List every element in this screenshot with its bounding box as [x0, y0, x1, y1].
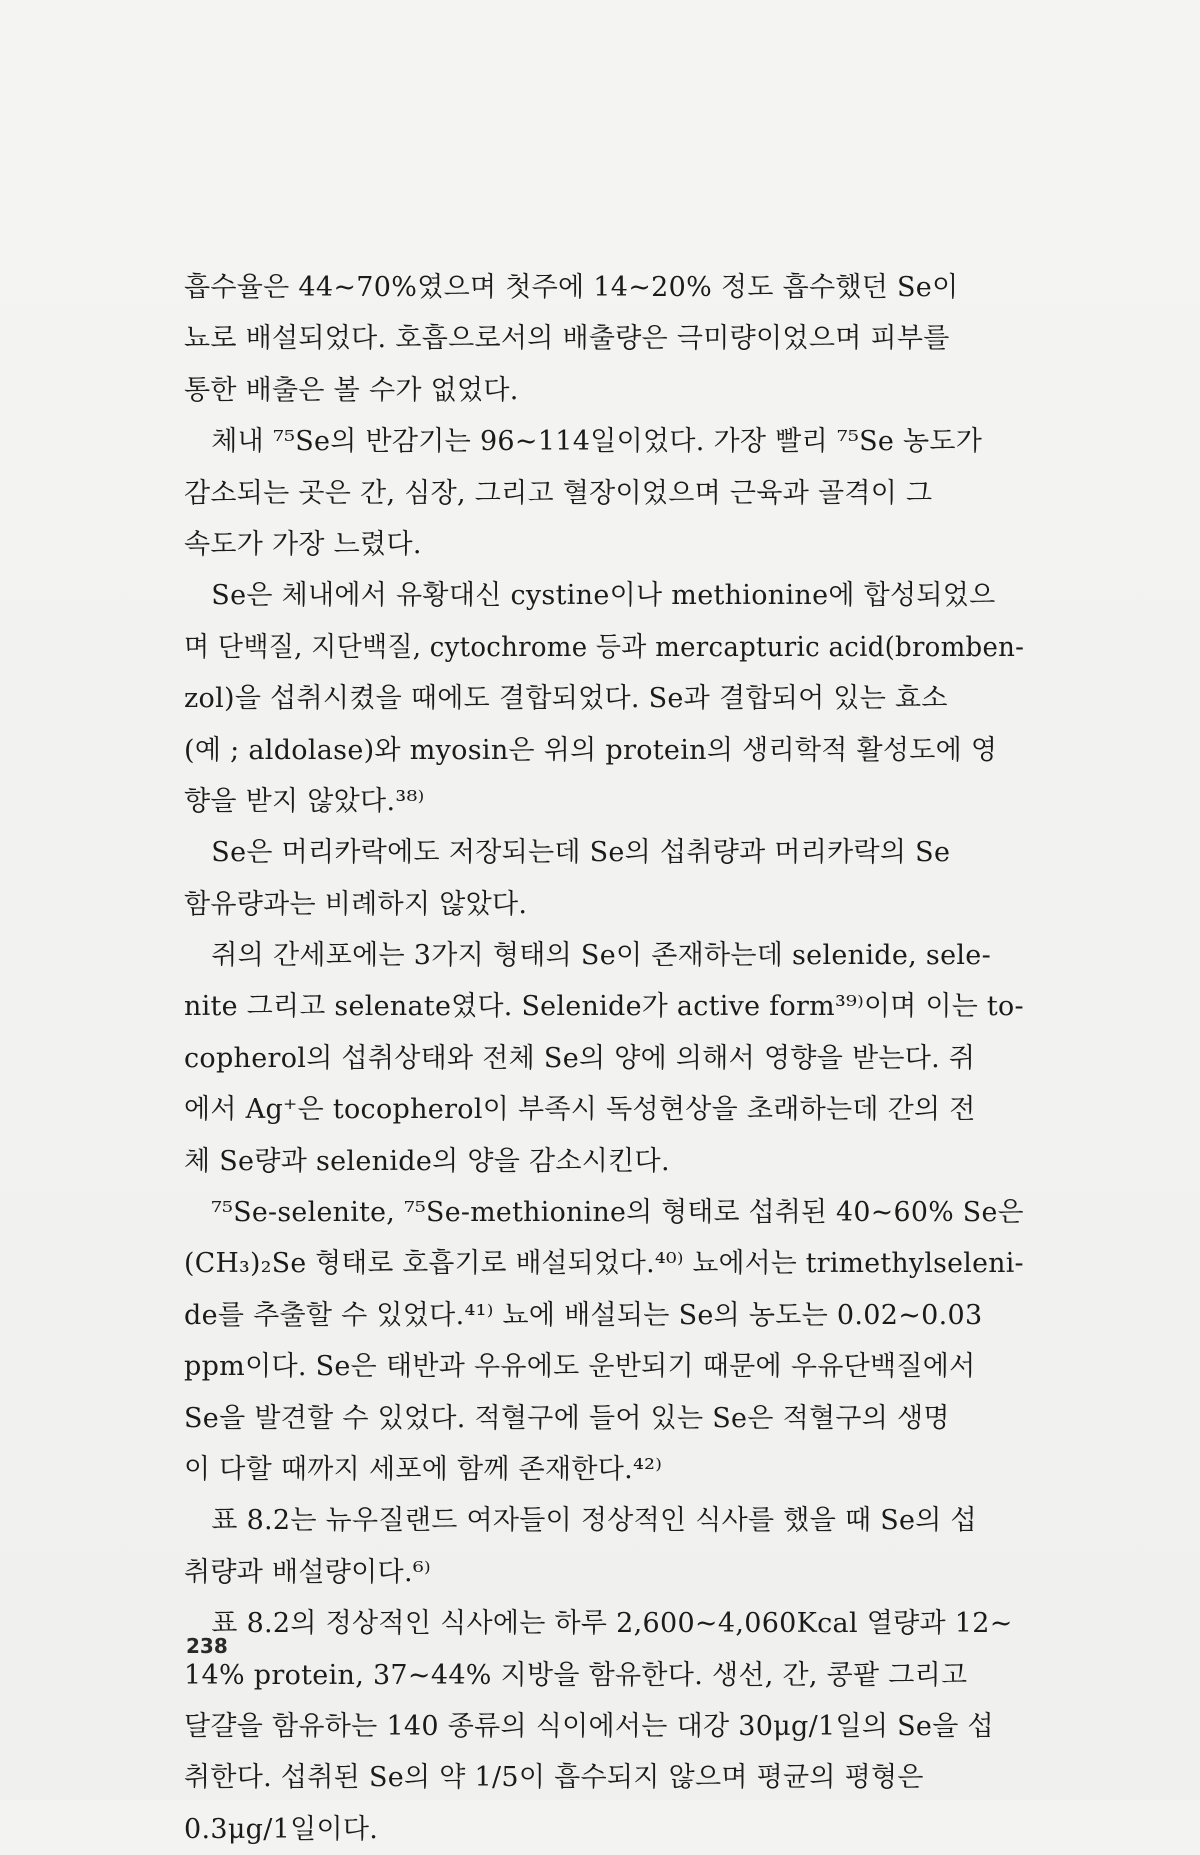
text-line: 감소되는 곳은 간, 심장, 그리고 혈장이었으며 근육과 골격이 그 [184, 477, 933, 509]
text-line: 취량과 배설량이다.⁶⁾ [184, 1556, 431, 1588]
page-number: 238 [186, 1634, 228, 1658]
text-line: 체내 ⁷⁵Se의 반감기는 96~114일이었다. 가장 빨리 ⁷⁵Se 농도가 [184, 426, 983, 458]
text-line: 향을 받지 않았다.³⁸⁾ [184, 785, 425, 817]
text-line: 쥐의 간세포에는 3가지 형태의 Se이 존재하는데 selenide, sele- [184, 940, 991, 972]
body-text [184, 262, 1024, 1855]
text-line: 달걀을 함유하는 140 종류의 식이에서는 대강 30μg/1일의 Se을 섭 [184, 1710, 994, 1742]
text-line: 취한다. 섭취된 Se의 약 1/5이 흡수되지 않으며 평균의 평형은 [184, 1762, 924, 1794]
text-line: (CH₃)₂Se 형태로 호흡기로 배설되었다.⁴⁰⁾ 뇨에서는 trimethylseleni- [184, 1248, 1024, 1280]
text-line: copherol의 섭취상태와 전체 Se의 양에 의해서 영향을 받는다. 쥐 [184, 1042, 976, 1074]
text-line: 0.3μg/1일이다. [184, 1813, 379, 1845]
text-line: 속도가 가장 느렸다. [184, 528, 422, 560]
text-line: zol)을 섭취시켰을 때에도 결합되었다. Se과 결합되어 있는 효소 [184, 683, 948, 715]
text-line: Se은 체내에서 유황대신 cystine이나 methionine에 합성되었으 [184, 580, 996, 612]
text-line: 에서 Ag⁺은 tocopherol이 부족시 독성현상을 초래하는데 간의 전 [184, 1094, 976, 1126]
text-line: 며 단백질, 지단백질, cytochrome 등과 mercapturic acid(bromben- [184, 631, 1025, 663]
text-line: 흡수율은 44~70%였으며 첫주에 14~20% 정도 흡수했던 Se이 [184, 272, 959, 303]
text-line: 체 Se량과 selenide의 양을 감소시킨다. [184, 1145, 670, 1177]
text-line: 이 다할 때까지 세포에 함께 존재한다.⁴²⁾ [184, 1453, 663, 1485]
text-line: Se은 머리카락에도 저장되는데 Se의 섭취량과 머리카락의 Se [184, 837, 951, 869]
text-line: ppm이다. Se은 태반과 우유에도 운반되기 때문에 우유단백질에서 [184, 1351, 976, 1383]
text-line: nite 그리고 selenate였다. Selenide가 active form³⁹⁾이며 이는 to- [184, 991, 1024, 1023]
text-line: 표 8.2의 정상적인 식사에는 하루 2,600~4,060Kcal 열량과 12~ [184, 1608, 1013, 1640]
text-line: 통한 배출은 볼 수가 없었다. [184, 374, 519, 406]
text-line: Se을 발견할 수 있었다. 적혈구에 들어 있는 Se은 적혈구의 생명 [184, 1402, 950, 1434]
text-line: (예 ; aldolase)와 myosin은 위의 protein의 생리학적 활성도에 영 [184, 734, 998, 766]
text-line: ⁷⁵Se-selenite, ⁷⁵Se-methionine의 형태로 섭취된 40~60% Se은 [184, 1197, 1024, 1229]
text-line: 14% protein, 37~44% 지방을 함유한다. 생선, 간, 콩팥 그리고 [184, 1659, 968, 1691]
text-line: 표 8.2는 뉴우질랜드 여자들이 정상적인 식사를 했을 때 Se의 섭 [184, 1505, 977, 1537]
text-line: 뇨로 배설되었다. 호흡으로서의 배출량은 극미량이었으며 피부를 [184, 323, 950, 355]
text-line: de를 추출할 수 있었다.⁴¹⁾ 뇨에 배설되는 Se의 농도는 0.02~0.03 [184, 1299, 983, 1331]
text-line: 함유량과는 비례하지 않았다. [184, 888, 528, 920]
